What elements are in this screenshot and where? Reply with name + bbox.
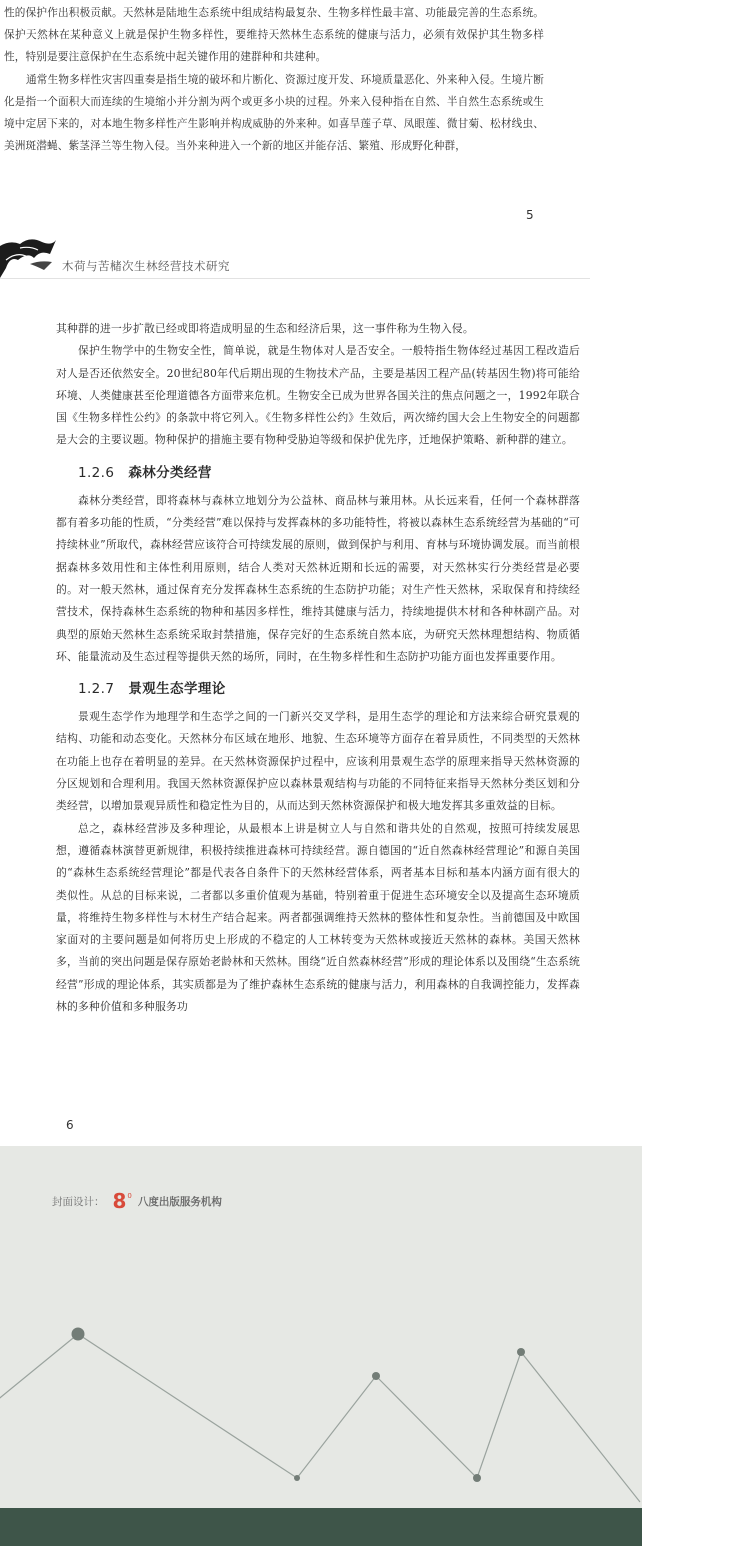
section-number: 1.2.6 bbox=[78, 464, 115, 481]
page-header bbox=[0, 232, 590, 280]
paragraph: 总之，森林经营涉及多种理论，从最根本上讲是树立人与自然和谐共处的自然观，按照可持续发展思想，遵循森林演替更新规律，积极持续推进森林可持续经营。源自德国的“近自然森林经营理论”和源自美国的“森林生态系统经营理论”都是代表各自条件下的天然林经营体系，两者基本目标和基本内涵方面有很大的类似性。从总的目标来说，二者都以多重价值观为基础，特别着重于促进生态环境安全以及提高生态环境质量，将维持生物多样性与木材生产结合起来。两者都强调维持天然林的整体性和复杂性。当前德国及中欧国家面对的主要问题是如何将历史上形成的不稳定的人工林转变为天然林或接近天然林的森林。美国天然林多，当前的突出问题是保存原始老龄林和天然林。围绕“近自然森林经营”形成的理论体系以及围绕“生态系统经营”形成的理论体系，其实质都是为了维护森林生态系统的健康与活力，利用森林的自我调控能力，发挥森林的多种价值和多种服务功 bbox=[56, 821, 580, 1014]
credit-organization: 八度出版服务机构 bbox=[137, 1195, 222, 1208]
section-heading-1-2-7 bbox=[78, 677, 580, 697]
cover-dot bbox=[372, 1372, 380, 1380]
page-number: 6 bbox=[66, 1118, 74, 1132]
cover-zigzag-line bbox=[0, 1334, 640, 1502]
paragraph: 通常生物多样性灾害四重奏是指生境的破坏和片断化、资源过度开发、环境质量恶化、外来种入侵。生境片断化是指一个面积大而连续的生境缩小并分割为两个或更多小块的过程。外来入侵种指在自然、半自然生态系统或生境中定居下来的，对本地生物多样性产生影响并构成威胁的外来种。如喜旱莲子草、凤眼莲、微甘菊、松材线虫、美洲斑潜蝇、紫茎泽兰等生物入侵。当外来种进入一个新的地区并能存活、繁殖、形成野化种群， bbox=[4, 73, 544, 153]
paragraph: 保护生物学中的生物安全性，简单说，就是生物体对人是否安全。一般特指生物体经过基因工程改造后对人是否还依然安全。20世纪80年代后期出现的生物技术产品，主要是基因工程产品(转基因生物)将可能给环境、人类健康甚至伦理道德各方面带来危机。生物安全已成为世界各国关注的焦点问题之一，1992年联合国《生物多样性公约》的条款中将它列入。《生物多样性公约》生效后，两次缔约国大会上生物安全的问题都是大会的主要议题。物种保护的措施主要有物种受胁迫等级和保护优先序，迁地保护策略、新种群的建立。 bbox=[56, 344, 580, 447]
cover-dot bbox=[294, 1475, 300, 1481]
paragraph: 其种群的进一步扩散已经或即将造成明显的生态和经济后果，这一事件称为生物入侵。 bbox=[56, 322, 474, 335]
leaf-ornament-icon bbox=[0, 238, 58, 278]
credit-label: 封面设计： bbox=[52, 1195, 105, 1208]
back-cover bbox=[0, 1146, 642, 1546]
page-5-fragment bbox=[0, 0, 560, 230]
running-title: 木荷与苦槠次生林经营技术研究 bbox=[62, 259, 230, 273]
paragraph: 森林分类经营，即将森林与森林立地划分为公益林、商品林与兼用林。从长远来看，任何一个森林群落都有着多功能的性质，“分类经营”难以保持与发挥森林的多功能特性，将被以森林生态系统经营为基础的“可持续林业”所取代，森林经营应该符合可持续发展的原则，做到保护与利用、育林与环境协调发展。而当前根据森林多效用性和主体性利用原则，结合人类对天然林近期和长远的需要，对天然林实行分类经营是必要的。对一般天然林，通过保育充分发挥森林生态系统的生态防护功能；对生产性天然林，采取保育和持续经营技术，保持森林生态系统的物种和基因多样性，维持其健康与活力，持续地提供木材和各种林副产品。对典型的原始天然林生态系统采取封禁措施，保存完好的生态系统自然本底，为研究天然林理想结构、物质循环、能量流动及生态过程等提供天然的场所，同时，在生物多样性和生态防护功能方面也发挥重要作用。 bbox=[56, 493, 580, 663]
cover-design-credit bbox=[52, 1190, 222, 1212]
cover-dot bbox=[72, 1328, 85, 1341]
page-number: 5 bbox=[526, 208, 534, 222]
publisher-logo-mark: 0 bbox=[127, 1192, 132, 1200]
page-6-body bbox=[56, 318, 580, 1018]
publisher-logo-icon: 8 bbox=[112, 1189, 127, 1213]
cover-dot bbox=[473, 1474, 481, 1482]
cover-bottom-bar bbox=[0, 1508, 642, 1546]
header-rule bbox=[0, 278, 590, 279]
page-6 bbox=[0, 232, 590, 1146]
section-title: 森林分类经营 bbox=[128, 464, 212, 481]
section-heading-1-2-6 bbox=[78, 461, 580, 481]
section-title: 景观生态学理论 bbox=[128, 681, 226, 698]
page-5-body bbox=[4, 2, 544, 157]
section-number: 1.2.7 bbox=[78, 681, 115, 698]
paragraph: 景观生态学作为地理学和生态学之间的一门新兴交叉学科，是用生态学的理论和方法来综合研究景观的结构、功能和动态变化。天然林分布区域在地形、地貌、生态环境等方面存在着异质性，不同类型的天然林在功能上也存在着明显的差异。在天然林资源保护过程中，应该利用景观生态学的原理来指导天然林资源的分区规划和合理利用。我国天然林资源保护应以森林景观结构与功能的不同特征来指导天然林分类区划和分类经营，以增加景观异质性和稳定性为目的，从而达到天然林资源保护和极大地发挥其多重效益的目标。 bbox=[56, 710, 580, 813]
cover-dot bbox=[517, 1348, 525, 1356]
paragraph: 性的保护作出积极贡献。天然林是陆地生态系统中组成结构最复杂、生物多样性最丰富、功能最完善的生态系统。保护天然林在某种意义上就是保护生物多样性，要维持天然林生态系统的健康与活力，必须有效保护其生物多样性，特别是要注意保护在生态系统中起关键作用的建群种和共建种。 bbox=[4, 7, 544, 64]
